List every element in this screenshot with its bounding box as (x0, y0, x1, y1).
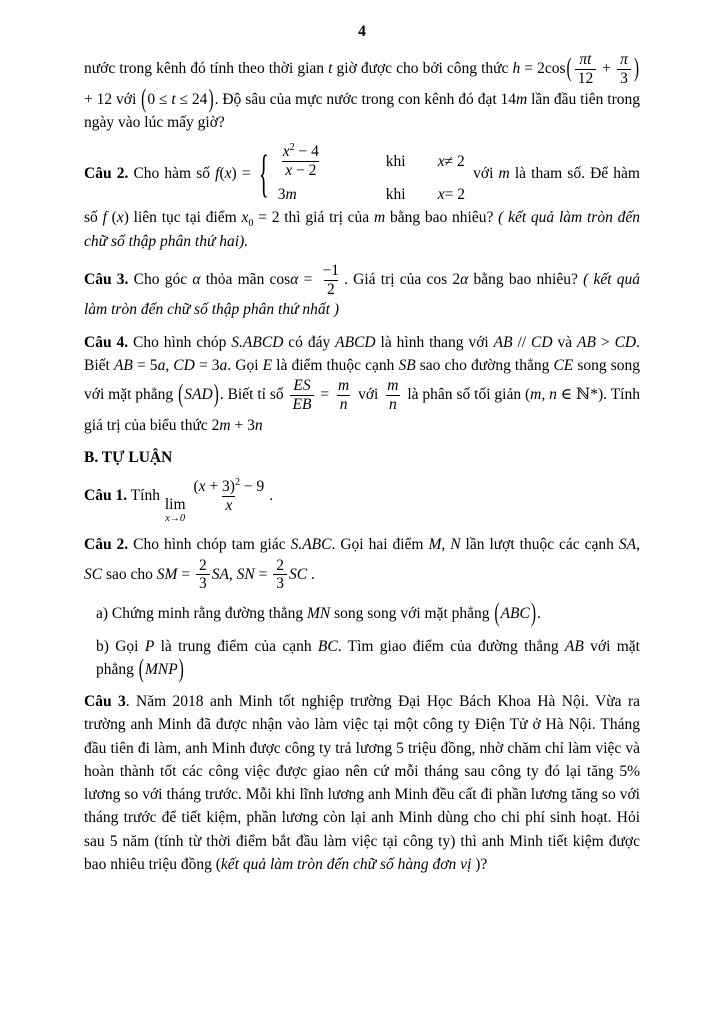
fraction: $\frac{-1}{2}$ (322, 261, 340, 298)
essay-question-1-limit: Câu 1. Tính lim x→0 $\frac{(x + 3)^2 - 9}{x}$ . (84, 477, 274, 524)
essay-question-2b: b) Gọi P là trung điểm của cạnh BC. Tìm giao điểm của đường thẳng AB với mặt phẳng (MNP) (96, 635, 640, 682)
big-paren: ( (138, 654, 144, 684)
essay-question-2-pyramid: Câu 2. Cho hình chóp tam giác S.ABC. Gọi hai điểm M, N lần lượt thuộc các cạnh SA, SC sao cho SM = $\frac{2}{3}$ SA, SN = $\frac{2}{3}$ SC . (84, 536, 640, 593)
fraction: $\frac{\pi}{3}$ (617, 51, 631, 88)
question-4-pyramid-ratio: Câu 4. Cho hình chóp S.ABCD có đáy ABCD là hình thang với AB // CD và AB > CD. Biết AB = 5a, CD = 3a. Gọi E là điểm thuộc cạnh SB sao cho đường thẳng CE song song với mặt phẳng (SAD). Biết tỉ số $\frac{ES}{EB}$ = $\frac{m}{n}$ với $\frac{m}{n}$ là phân số tối giản (m, n ∈ ℕ*). Tính giá trị của biểu thức 2m + 3n (84, 333, 641, 434)
big-paren: ) (213, 379, 219, 409)
fraction: $\frac{(x + 3)^2 - 9}{x}$ (193, 477, 265, 515)
big-paren: ) (530, 599, 537, 629)
big-paren: ( (494, 599, 500, 629)
fraction: $\frac{\pi t}{12}$ (575, 51, 597, 88)
fraction: $\frac{m}{n}$ (387, 377, 399, 413)
question-2-piecewise-continuity: Câu 2. Cho hàm số f(x) = { $\frac{x^2 - 4}{x - 2}$ khi x ≠ 2 3 m khi x = 2 với m là tham số. Để hàm số f (x) liên tục tại điểm $x_0 = 2$ thì giá trị của m bằng bao nhiêu? ( kết quả làm tròn đến chữ số thập phân thứ hai). (84, 143, 640, 252)
piecewise-definition: { $\frac{x^2 - 4}{x - 2}$ khi x ≠ 2 3 m khi x = 2 (259, 143, 465, 206)
page-number: 4 (358, 23, 366, 40)
left-brace: { (258, 143, 269, 204)
para-water-level-continuation: nước trong kênh đó tính theo thời gian t giờ được cho bởi công thức h = 2cos( $\frac{\pi t}{12}$ + $\frac{\pi}{3}$ ) + 12 với (0 ≤ t ≤ 24). Độ sâu của mực nước trong con kênh đó đạt 14m lần đầu tiên trong ngày vào lúc mấy giờ? (84, 51, 640, 134)
fraction: $\frac{2}{3}$ (273, 557, 287, 594)
fraction: $\frac{m}{n}$ (338, 377, 350, 413)
section-heading-tu-luan: B. TỰ LUẬN (84, 449, 173, 466)
big-paren: ) (633, 54, 639, 83)
big-paren: ( (178, 379, 184, 409)
big-paren: ) (208, 84, 214, 114)
essay-question-2a: a) Chứng minh rằng đường thẳng MN song song với mặt phẳng (ABC). (96, 602, 640, 625)
limit-operator: lim x→0 (164, 496, 186, 524)
big-paren: ( (141, 84, 147, 114)
fraction: $\frac{2}{3}$ (196, 557, 210, 594)
fraction: $\frac{ES}{EB}$ (290, 377, 315, 414)
question-3-trigonometry: Câu 3. Cho góc α thỏa mãn cosα = $\frac{-1}{2}$ . Giá trị của cos 2α bằng bao nhiêu? ( kết quả làm tròn đến chữ số thập phân thứ nhất ) (84, 261, 640, 319)
essay-question-3-salary: Câu 3. Năm 2018 anh Minh tốt nghiệp trường Đại Học Bách Khoa Hà Nội. Vừa ra trường anh Minh đã được nhận vào làm việc tại một công ty Điện Tử ở Hà Nội. Tháng đầu tiên đi làm, anh Minh được công ty trả lương 5 triệu đồng, nhờ chăm chỉ làm việc và hoàn thành tốt các công việc được giao nên cứ mỗi tháng sau công ty đó lại tăng 5% lương so với tháng trước. Mỗi khi lĩnh lương anh Minh đều cất đi phần lương tăng so với tháng trước để tiết kiệm, phần lương còn lại anh Minh dùng cho chi phí sinh hoạt. Hỏi sau 5 năm (tính từ thời điểm bắt đầu làm việc tại công ty) thì anh Minh tiết kiệm được bao nhiêu triệu đồng (kết quả làm tròn đến chữ số hàng đơn vị )? (84, 693, 640, 873)
fraction: $\frac{x^2 - 4}{x - 2}$ (282, 142, 319, 180)
big-paren: ( (566, 54, 572, 83)
big-paren: ) (178, 654, 184, 684)
